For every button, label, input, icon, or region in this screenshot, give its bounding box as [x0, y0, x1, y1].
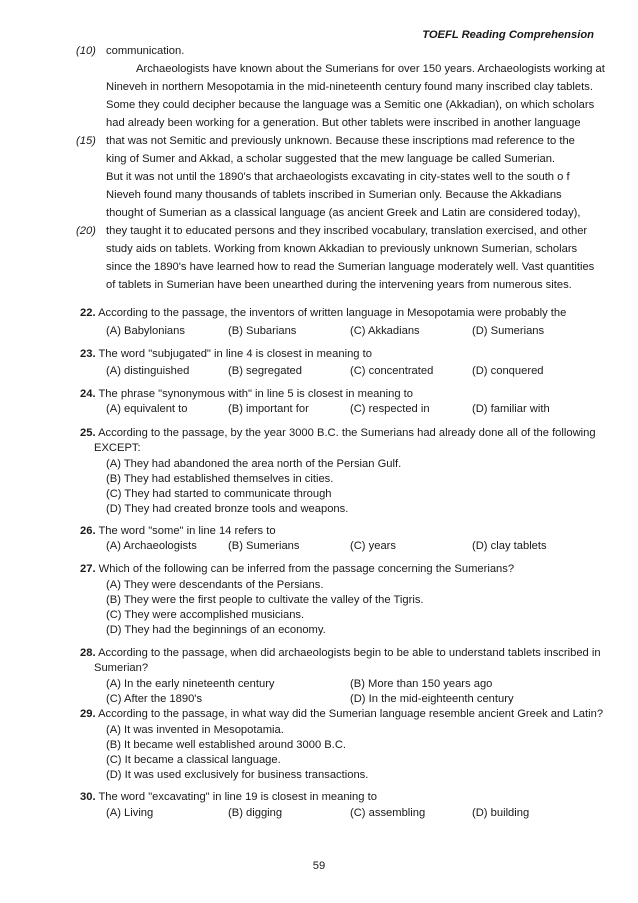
question-number: 22. [80, 307, 96, 319]
answer-option[interactable]: (B) They had established themselves in cities. [106, 473, 334, 485]
passage-line: thought of Sumerian as a classical language (as ancient Greek and Latin are considered today), [106, 207, 581, 219]
passage-line: Nineveh in northern Mesopotamia in the mid-nineteenth century found many inscribed clay tablets. [106, 81, 593, 93]
question-number: 28. [80, 647, 96, 659]
answer-option[interactable]: (D) conquered [472, 365, 544, 377]
answer-option[interactable]: (C) They had started to communicate through [106, 488, 332, 500]
answer-option[interactable]: (D) familiar with [472, 403, 550, 415]
answer-option[interactable]: (A) Archaeologists [106, 540, 197, 552]
answer-option[interactable]: (C) They were accomplished musicians. [106, 609, 305, 621]
line-number: (15) [76, 135, 96, 147]
answer-option[interactable]: (C) It became a classical language. [106, 754, 281, 766]
passage-line: Nieveh found many thousands of tablets inscribed in Sumerian only. Because the Akkadians [106, 189, 562, 201]
passage-line: they taught it to educated persons and they inscribed vocabulary, translation exercised, and other [106, 225, 588, 237]
answer-option[interactable]: (C) concentrated [350, 365, 434, 377]
answer-option[interactable]: (B) They were the first people to cultivate the valley of the Tigris. [106, 594, 424, 606]
answer-option[interactable]: (A) Living [106, 807, 154, 819]
question-number: 24. [80, 388, 96, 400]
question-number: 25. [80, 427, 96, 439]
passage-line: study aids on tablets. Working from known Akkadian to previously unknown Sumerian, scholars [106, 243, 578, 255]
answer-option[interactable]: (C) respected in [350, 403, 430, 415]
answer-option[interactable]: (D) They had created bronze tools and weapons. [106, 503, 349, 515]
passage-line: Some they could decipher because the language was a Semitic one (Akkadian), on which scholars [106, 99, 595, 111]
answer-option[interactable]: (B) More than 150 years ago [350, 678, 493, 690]
question-text: The word "subjugated" in line 4 is closest in meaning to [98, 348, 372, 360]
answer-option[interactable]: (C) years [350, 540, 396, 552]
question-number: 26. [80, 525, 96, 537]
answer-option[interactable]: (C) assembling [350, 807, 426, 819]
question-text: According to the passage, when did archaeologists begin to be able to understand tablets inscribed in [98, 647, 601, 659]
page-header: TOEFL Reading Comprehension [422, 29, 594, 41]
answer-option[interactable]: (D) It was used exclusively for business transactions. [106, 769, 369, 781]
answer-option[interactable]: (A) They had abandoned the area north of the Persian Gulf. [106, 458, 402, 470]
question-number: 27. [80, 563, 96, 575]
answer-option[interactable]: (B) digging [228, 807, 283, 819]
answer-option[interactable]: (D) clay tablets [472, 540, 547, 552]
passage-line: Archaeologists have known about the Sumerians for over 150 years. Archaeologists working at [136, 63, 605, 75]
answer-option[interactable]: (B) Subarians [228, 325, 297, 337]
question-text: According to the passage, by the year 3000 B.C. the Sumerians had already done all of the following [98, 427, 596, 439]
passage-line: communication. [106, 45, 185, 57]
answer-option[interactable]: (A) It was invented in Mesopotamia. [106, 724, 284, 736]
answer-option[interactable]: (D) Sumerians [472, 325, 545, 337]
passage-line: since the 1890's have learned how to read the Sumerian language moderately well. Vast quantities [106, 261, 595, 273]
answer-option[interactable]: (A) equivalent to [106, 403, 188, 415]
answer-option[interactable]: (B) Sumerians [228, 540, 300, 552]
answer-option[interactable]: (A) distinguished [106, 365, 190, 377]
answer-option[interactable]: (B) important for [228, 403, 309, 415]
passage-line: had already been working for a generation. But other tablets were inscribed in another language [106, 117, 581, 129]
answer-option[interactable]: (A) They were descendants of the Persians. [106, 579, 324, 591]
passage-line: of tablets in Sumerian have been unearthed during the intervening years from numerous sites. [106, 279, 572, 291]
question-number: 23. [80, 348, 96, 360]
question-text: The word "some" in line 14 refers to [98, 525, 276, 537]
page-number: 59 [312, 860, 326, 872]
passage-line: king of Sumer and Akkad, a scholar suggested that the mew language be called Sumerian. [106, 153, 556, 165]
question-text-cont: EXCEPT: [94, 442, 141, 454]
line-number: (10) [76, 45, 96, 57]
passage-line: that was not Semitic and previously unknown. Because these inscriptions mad reference to the [106, 135, 575, 147]
question-text: The word "excavating" in line 19 is closest in meaning to [98, 791, 377, 803]
answer-option[interactable]: (A) Babylonians [106, 325, 185, 337]
answer-option[interactable]: (B) It became well established around 3000 B.C. [106, 739, 347, 751]
answer-option[interactable]: (D) In the mid-eighteenth century [350, 693, 514, 705]
passage-line: But it was not until the 1890's that archaeologists excavating in city-states well to the south o f [106, 171, 570, 183]
answer-option[interactable]: (C) After the 1890's [106, 693, 203, 705]
line-number: (20) [76, 225, 96, 237]
question-number: 30. [80, 791, 96, 803]
question-text: Which of the following can be inferred from the passage concerning the Sumerians? [98, 563, 515, 575]
question-text: According to the passage, the inventors of written language in Mesopotamia were probably the [98, 307, 567, 319]
question-text: According to the passage, in what way did the Sumerian language resemble ancient Greek and Latin? [98, 708, 604, 720]
answer-option[interactable]: (A) In the early nineteenth century [106, 678, 275, 690]
answer-option[interactable]: (D) building [472, 807, 530, 819]
answer-option[interactable]: (C) Akkadians [350, 325, 420, 337]
answer-option[interactable]: (B) segregated [228, 365, 303, 377]
question-text-cont: Sumerian? [94, 662, 149, 674]
answer-option[interactable]: (D) They had the beginnings of an economy. [106, 624, 326, 636]
question-text: The phrase "synonymous with" in line 5 is closest in meaning to [98, 388, 413, 400]
question-number: 29. [80, 708, 96, 720]
